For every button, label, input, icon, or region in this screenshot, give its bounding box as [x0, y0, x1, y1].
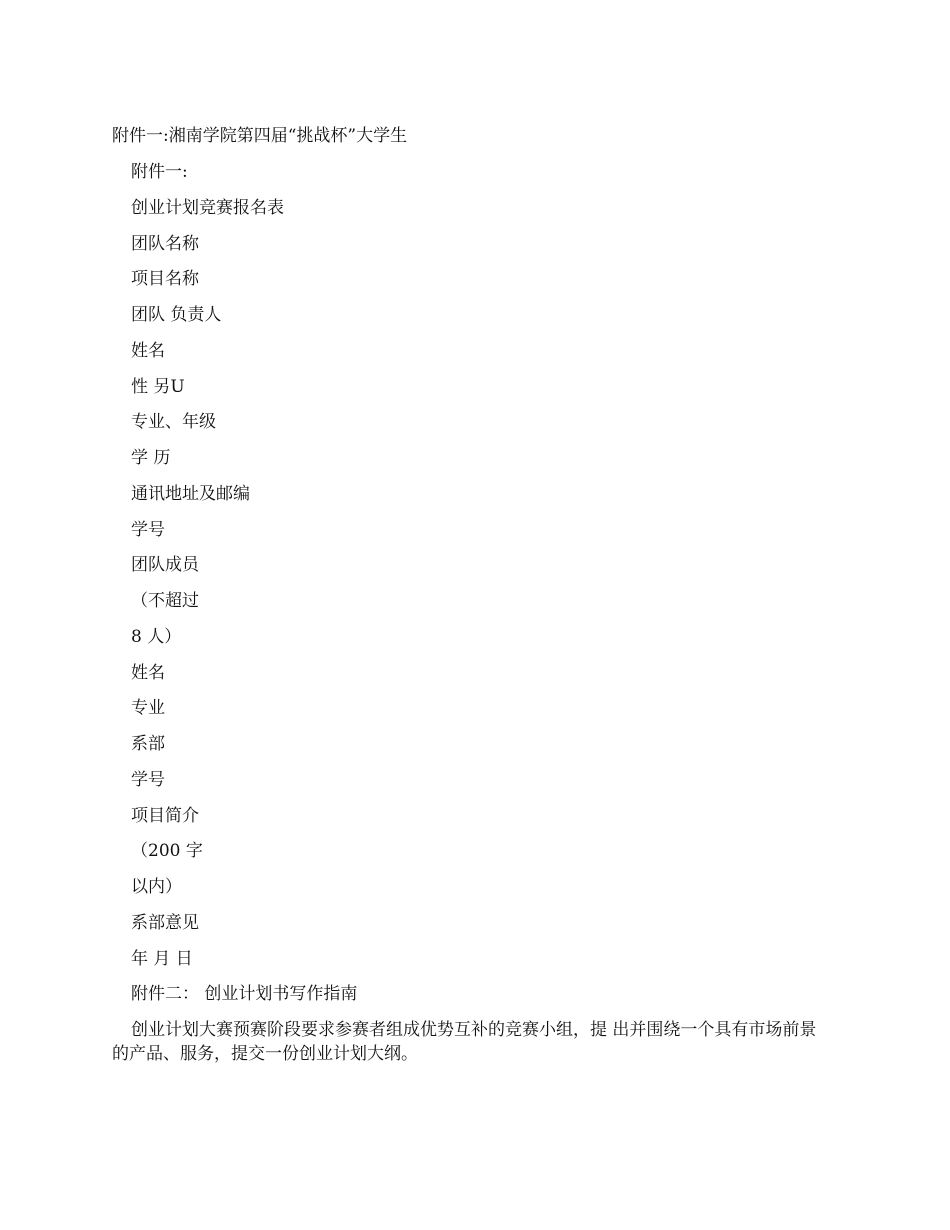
form-lines — [131, 160, 357, 1018]
line-team-members: 团队成员 — [131, 555, 199, 576]
line-summary-limit-end: 以内） — [131, 877, 182, 897]
line-form-title: 创业计划竞赛报名表 — [131, 197, 284, 218]
line-member-department: 系部 — [131, 734, 165, 754]
line-student-id: 学号 — [131, 519, 165, 540]
line-gender: 性 另U — [131, 376, 185, 397]
line-date: 年 月 日 — [131, 948, 193, 969]
line-summary-limit: （200 字 — [131, 841, 203, 862]
line-member-student-id: 学号 — [131, 769, 165, 790]
line-name: 姓名 — [131, 340, 165, 361]
line-limit-open: （不超过 — [131, 591, 199, 611]
line-education: 学 历 — [131, 448, 171, 468]
line-major-grade: 专业、年级 — [131, 412, 216, 433]
line-project-name: 项目名称 — [131, 269, 199, 290]
line-team-leader: 团队 负责人 — [131, 305, 222, 325]
line-address: 通讯地址及邮编 — [131, 483, 250, 504]
line-member-name: 姓名 — [131, 662, 165, 683]
body-paragraph: 创业计划大赛预赛阶段要求参赛者组成优势互补的竞赛小组，提 出并围绕一个具有市场前景的产品、服务，提交一份创业计划大纲。 — [112, 1020, 817, 1064]
line-department-opinion: 系部意见 — [131, 912, 199, 933]
line-attachment-1: 附件一: — [131, 162, 188, 182]
document-title: 附件一:湘南学院第四届“挑战杯”大学生 — [112, 126, 408, 146]
line-limit-count: 8 人） — [131, 626, 182, 647]
line-project-summary: 项目简介 — [131, 805, 199, 826]
line-attachment-2: 附件二： 创业计划书写作指南 — [131, 984, 358, 1005]
line-team-name: 团队名称 — [131, 233, 199, 254]
line-member-major: 专业 — [131, 698, 165, 719]
